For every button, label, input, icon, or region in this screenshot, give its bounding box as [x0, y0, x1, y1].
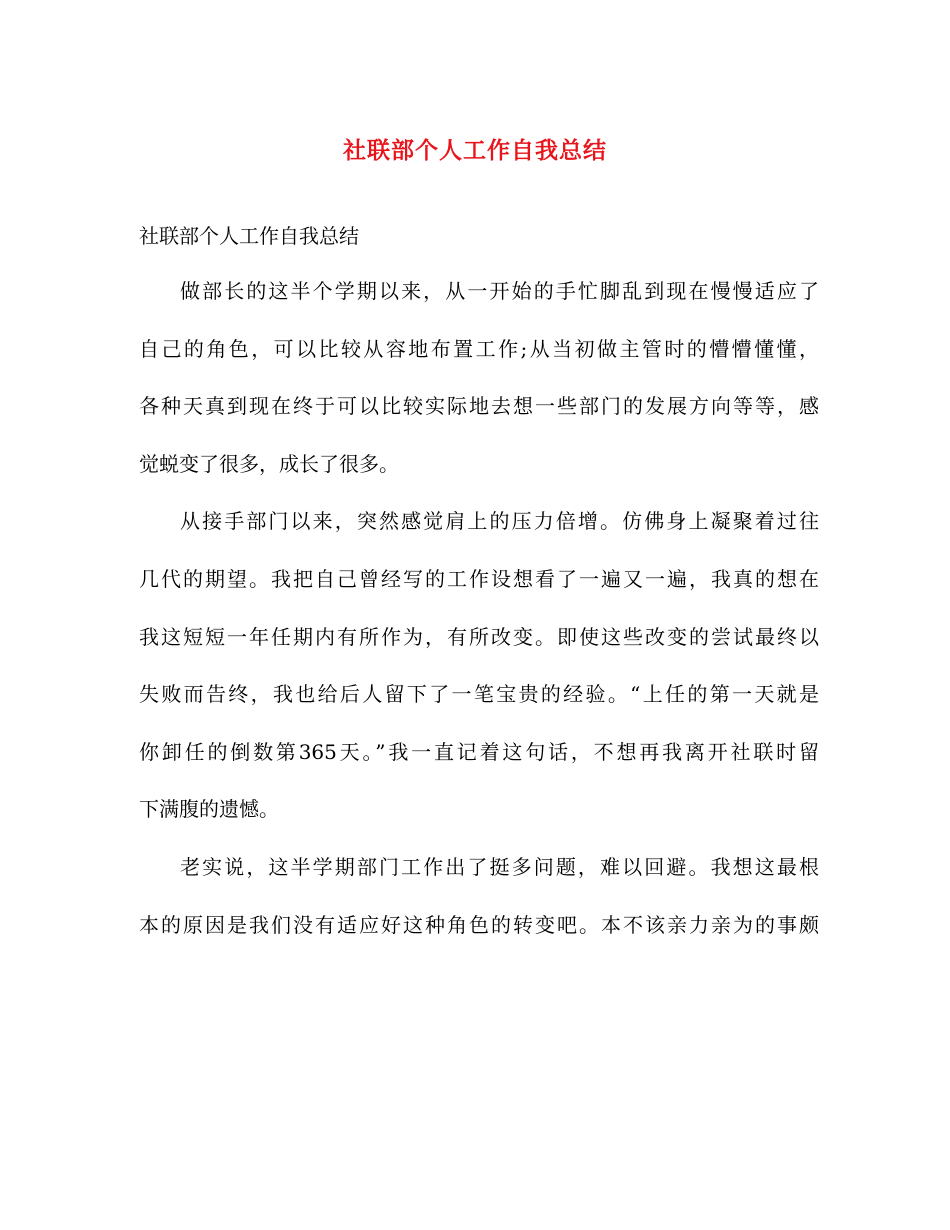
paragraph-line: 从接手部门以来，突然感觉肩上的压力倍增。仿佛身上凝聚着过往 — [180, 509, 819, 534]
paragraph-line: 各种天真到现在终于可以比较实际地去想一些部门的发展方向等等，感 — [139, 394, 819, 419]
paragraph-line: 你卸任的倒数第365天。”我一直记着这句话，不想再我离开社联时留 — [139, 739, 819, 764]
paragraph-line: 我这短短一年任期内有所作为，有所改变。即使这些改变的尝试最终以 — [139, 624, 819, 649]
paragraph-line: 觉蜕变了很多，成长了很多。 — [139, 451, 399, 476]
paragraph-line: 下满腹的遗憾。 — [139, 797, 279, 822]
paragraph-line: 本的原因是我们没有适应好这种角色的转变吧。本不该亲力亲为的事颇 — [139, 912, 819, 937]
paragraph-3 — [139, 853, 819, 968]
document-subtitle: 社联部个人工作自我总结 — [139, 224, 359, 248]
paragraph-line: 自己的角色，可以比较从容地布置工作;从当初做主管时的懵懵懂懂， — [139, 336, 819, 361]
document-title: 社联部个人工作自我总结 — [343, 138, 607, 164]
paragraph-line: 老实说，这半学期部门工作出了挺多问题，难以回避。我想这最根 — [180, 854, 819, 879]
paragraph-1 — [139, 277, 819, 507]
paragraph-line: 做部长的这半个学期以来，从一开始的手忙脚乱到现在慢慢适应了 — [180, 279, 819, 303]
document-body — [139, 277, 819, 968]
paragraph-line: 失败而告终，我也给后人留下了一笔宝贵的经验。“上任的第一天就是 — [139, 682, 819, 707]
paragraph-2 — [139, 507, 819, 853]
paragraph-line: 几代的期望。我把自己曾经写的工作设想看了一遍又一遍，我真的想在 — [139, 566, 819, 591]
